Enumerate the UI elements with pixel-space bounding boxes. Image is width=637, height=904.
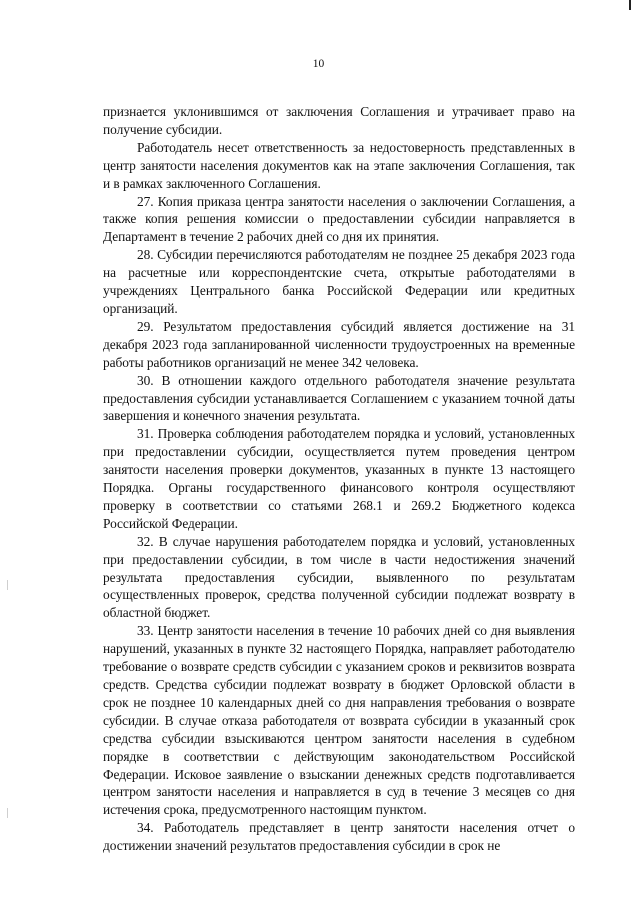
page-number: 10: [312, 58, 325, 70]
paragraph-28: 28. Субсидии перечисляются работодателям не позднее 25 декабря 2023 года на расчетные или корреспондентские счета, открытые работодателями в учреждениях Центрального банка Российской Федерации или кредитных организаций.: [103, 247, 575, 316]
paragraph-29: 29. Результатом предоставления субсидий является достижение на 31 декабря 2023 года запланированной численности трудоустроенных на временные работы работников организаций не менее 342 человека.: [103, 318, 575, 370]
scan-margin-mark: [7, 808, 8, 818]
paragraph-33: 33. Центр занятости населения в течение 10 рабочих дней со дня выявления нарушений, указанных в пункте 32 настоящего Порядка, направляет работодателю требование о возврате средств субсидии с указанием сроков и реквизитов возврата средств. Средства субсидии подлежат возврату в бюджет Орловской области в срок не позднее 10 календарных дней со дня направления требования о возврате субсидии. В случае отказа работодателя от возврата субсидии в указанный срок средства субсидии взыскиваются центром занятости населения в судебном порядке в соответствии с действующим законодательством Российской Федерации. Исковое заявление о взыскании денежных средств подготавливается центром занятости населения и направляется в суд в течение 3 месяцев со дня истечения срока, предусмотренного настоящим пунктом.: [103, 623, 575, 818]
paragraph-30: 30. В отношении каждого отдельного работодателя значение результата предоставления субсидии устанавливается Соглашением с указанием точной даты завершения и конечного значения результата.: [103, 372, 575, 424]
document-body: [103, 103, 575, 855]
scan-margin-mark: [7, 580, 8, 590]
paragraph-27: 27. Копия приказа центра занятости населения о заключении Соглашения, а также копия решения комиссии о предоставлении субсидии направляется в Департамент в течение 2 рабочих дней со дня их принятия.: [103, 193, 575, 245]
paragraph-continuation: признается уклонившимся от заключения Соглашения и утрачивает право на получение субсидии.: [103, 104, 575, 137]
paragraph-31: 31. Проверка соблюдения работодателем порядка и условий, установленных при предоставлении субсидии, осуществляется путем проведения центром занятости населения проверки документов, указанных в пункте 13 настоящего Порядка. Органы государственного финансового контроля осуществляют проверку в соответствии со статьями 268.1 и 269.2 Бюджетного кодекса Российской Федерации.: [103, 426, 575, 531]
paragraph-32: 32. В случае нарушения работодателем порядка и условий, установленных при предоставлении субсидии, в том числе в части недостижения значений результата предоставления субсидии, выявленного по результатам осуществленных проверок, средства полученной субсидии подлежат возврату в областной бюджет.: [103, 533, 575, 621]
scan-edge-mark: [629, 0, 631, 10]
paragraph-employer-responsibility: Работодатель несет ответственность за недостоверность представленных в центр занятости населения документов как на этапе заключения Соглашения, так и в рамках заключенного Соглашения.: [103, 139, 575, 191]
paragraph-34: 34. Работодатель представляет в центр занятости населения отчет о достижении значений результатов предоставления субсидии в срок не: [103, 820, 575, 854]
